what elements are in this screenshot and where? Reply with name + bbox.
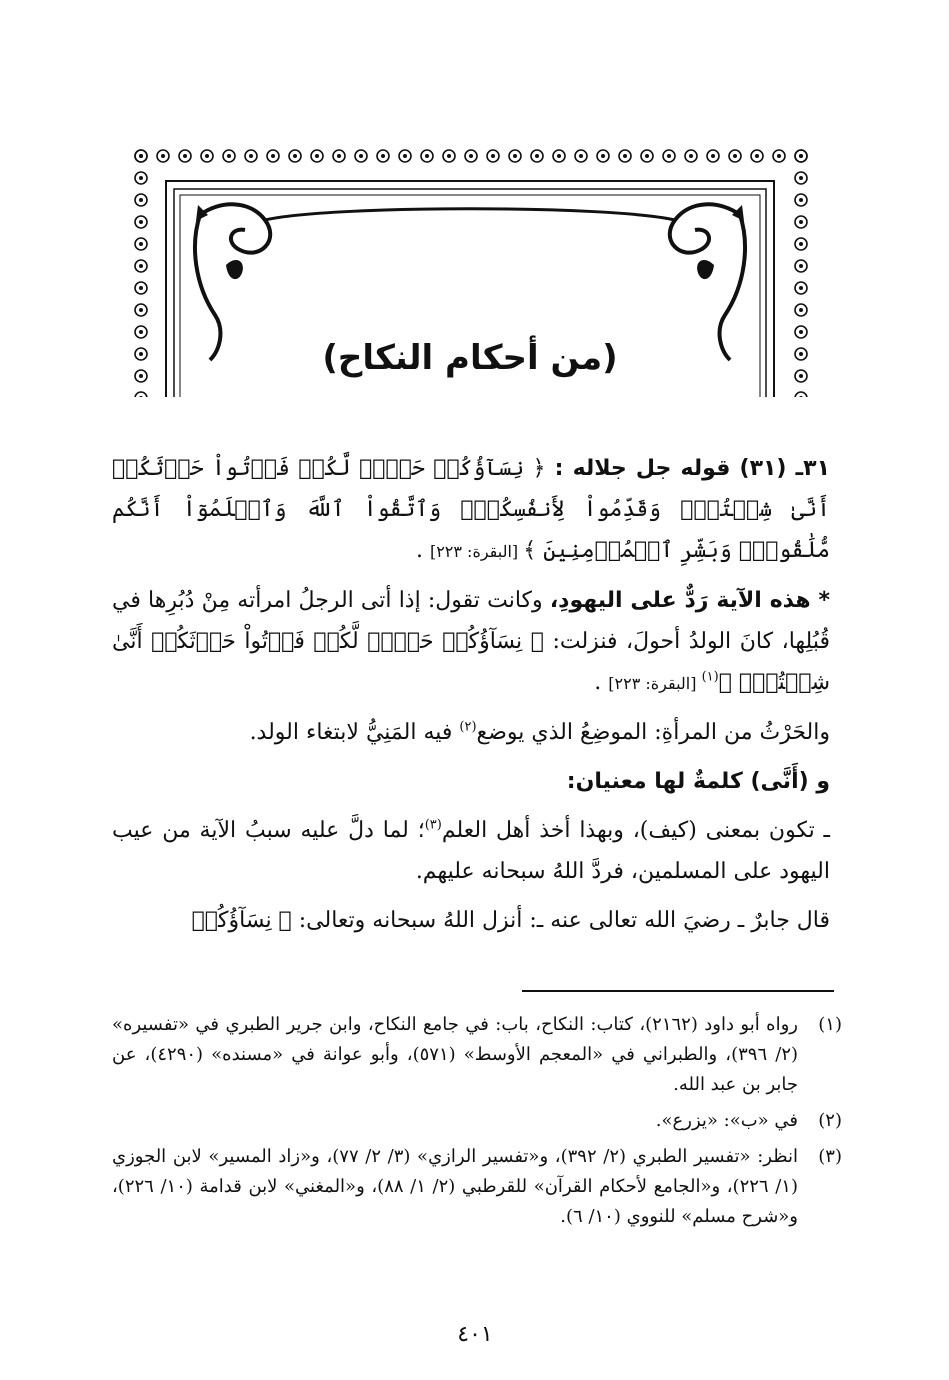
quran-verse: ﴿ نِسَآؤُكُمۡ حَرۡثٞ لَّكُمۡ فَأۡتُواْ حَرۡثَكُمۡ أَنَّىٰ شِئۡتُمۡۖ ﴾: [112, 629, 830, 695]
text-run: قال جابرٌ ـ رضيَ الله تعالى عنه ـ: أنزل اللهُ سبحانه وتعالى:: [291, 908, 830, 933]
footnote-marker: (٣): [424, 817, 442, 833]
footnote-marker: (١): [701, 669, 719, 685]
footnote-separator: [522, 990, 834, 992]
text-run: ؛ لما دلَّ عليه سببُ الآية من عيب اليهود على المسلمين، فردَّ اللهُ سبحانه عليهم.: [112, 818, 830, 884]
verse-reference: [البقرة: ٢٢٣]: [608, 674, 702, 693]
text-run: ـ تكون بمعنى (كيف)، وبهذا أخذ أهل العلم: [441, 818, 830, 843]
footnote-number: (١): [818, 1014, 842, 1035]
paragraph: [112, 712, 830, 753]
quran-verse: ﴿ نِسَآؤُكُمۡ حَرۡثٞ لَّكُمۡ فَأۡتُواْ حَرۡثَكُمۡ أَنَّىٰ شِئۡتُمۡۖ وَقَدِّمُواْ لِأَنفُسِكُمۡۚ وَٱتَّقُواْ ٱللَّهَ وَٱعۡلَمُوٓاْ أَنَّكُم مُّلَٰقُوهُۗ وَبَشِّرِ ٱلۡمُؤۡمِنِينَ ﴾: [112, 456, 830, 563]
footnote-number: (٣): [818, 1146, 842, 1167]
footnote-marker: (٢): [459, 719, 477, 735]
main-text: [112, 448, 830, 949]
paragraph: [112, 448, 830, 572]
footnotes: [112, 1010, 842, 1238]
paragraph: [112, 900, 830, 941]
paragraph: [112, 761, 830, 802]
chapter-title: (من أحكام النكاح): [300, 338, 640, 378]
footnote-number: (٢): [818, 1110, 842, 1131]
text-run: فيه المَنِيُّ لابتغاء الولد.: [249, 720, 460, 745]
verse-reference: [البقرة: ٢٢٣]: [429, 542, 524, 561]
footnote: [112, 1142, 842, 1232]
bold-text: و (أَنَّى) كلمةٌ لها معنيان:: [566, 769, 830, 794]
footnote-text: انظر: «تفسير الطبري (٢/ ٣٩٢)، و«تفسير الرازي» (٣/ ٢/ ٧٧)، و«زاد المسير» لابن الجوزي (١/ ٢٢٦)، و«الجامع لأحكام القرآن» للقرطبي (٢/ ١/ ٨٨)، و«المغني» لابن قدامة (١٠/ ٢٢٦)، و«شرح مسلم» للنووي (١٠/ ٦).: [112, 1146, 798, 1227]
paragraph: [112, 580, 830, 704]
footnote: [112, 1106, 842, 1136]
footnote-text: رواه أبو داود (٢١٦٢)، كتاب: النكاح، باب: في جامع النكاح، وابن جرير الطبري في «تفسيره» (٢/ ٣٩٦)، والطبراني في «المعجم الأوسط» (٥٧١)، وأبو عوانة في «مسنده» (٤٢٩٠)، عن جابر بن عبد الله.: [112, 1014, 799, 1095]
text-run: وكانت تقول: إذا أتى الرجلُ امرأته مِنْ دُبُرِها في قُبُلِها، كانَ الولدُ أحولَ، فنزلت:: [112, 588, 830, 654]
footnote: [112, 1010, 842, 1100]
quran-verse: ﴿ نِسَآؤُكُمۡ: [191, 908, 292, 933]
text-run: .: [594, 670, 609, 695]
bold-text: * هذه الآية رَدٌّ على اليهودِ،: [549, 588, 830, 613]
footnote-text: في «ب»: «يزرع».: [655, 1110, 798, 1131]
page-number: ٤٠١: [457, 1322, 493, 1347]
text-run: .: [415, 538, 430, 563]
paragraph: [112, 810, 830, 892]
text-run: والحَرْثُ من المرأةِ: الموضِعُ الذي يوضع: [476, 720, 830, 745]
bold-text: ٣١ـ (٣١) قوله جل جلاله :: [545, 456, 831, 481]
